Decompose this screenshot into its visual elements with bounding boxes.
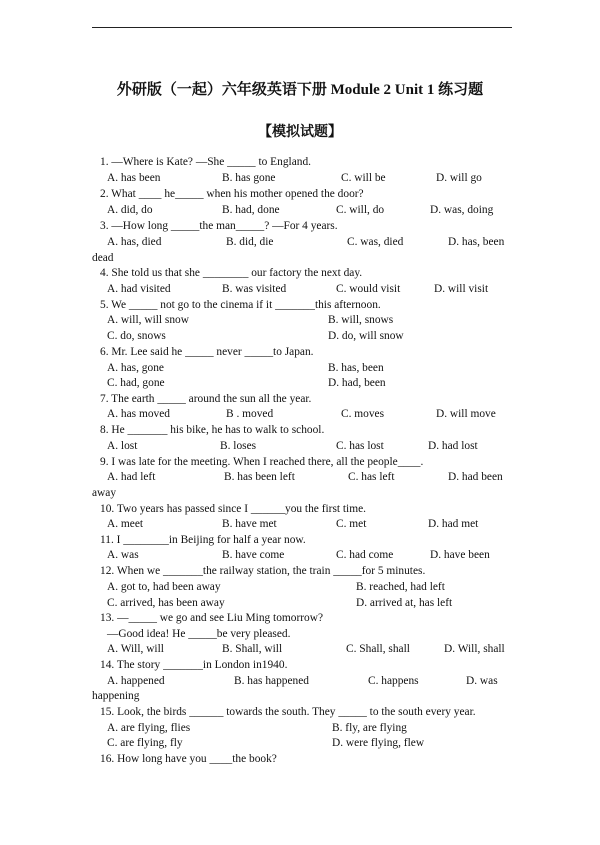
option-b: B. has gone xyxy=(222,172,276,184)
question-stem: 1. —Where is Kate? —She _____ to England. xyxy=(100,156,311,168)
option-b: B. will, snows xyxy=(328,314,394,326)
option-a: A. has, died xyxy=(107,236,162,248)
option-d: D. was, doing xyxy=(430,204,494,216)
option-wrap: away xyxy=(92,487,117,499)
question-stem: 11. I ________in Beijing for half a year now. xyxy=(100,534,306,546)
option-c: C. has left xyxy=(348,471,395,483)
option-d: D. will go xyxy=(436,172,482,184)
question-stem: 8. He _______ his bike, he has to walk to school. xyxy=(100,424,325,436)
option-b: B. fly, are flying xyxy=(332,722,407,734)
option-c: C. had come xyxy=(336,549,394,561)
option-a: A. had visited xyxy=(107,283,171,295)
option-a: A. are flying, flies xyxy=(107,722,191,734)
option-b: B. Shall, will xyxy=(222,643,283,655)
option-d: D. has, been xyxy=(448,236,505,248)
option-b: B. was visited xyxy=(222,283,287,295)
option-a: A. has, gone xyxy=(107,362,164,374)
option-c: C. had, gone xyxy=(107,377,165,389)
option-c: C. do, snows xyxy=(107,330,166,342)
question-stem: 10. Two years has passed since I ______you the first time. xyxy=(100,503,366,515)
option-c: C. are flying, fly xyxy=(107,737,183,749)
option-d: D. arrived at, has left xyxy=(356,597,453,609)
option-b: B. has been left xyxy=(224,471,295,483)
option-d: D. Will, shall xyxy=(444,643,505,655)
option-a: A. got to, had been away xyxy=(107,581,221,593)
option-a: A. has been xyxy=(107,172,161,184)
question-stem: 6. Mr. Lee said he _____ never _____to Japan. xyxy=(100,346,314,358)
question-stem-continued: —Good idea! He _____be very pleased. xyxy=(107,628,291,640)
option-d: D. was xyxy=(466,675,498,687)
question-stem: 15. Look, the birds ______ towards the south. They _____ to the south every year. xyxy=(100,706,476,718)
option-b: B. have come xyxy=(222,549,285,561)
option-b: B. has, been xyxy=(328,362,384,374)
option-d: D. have been xyxy=(430,549,490,561)
option-a: A. Will, will xyxy=(107,643,164,655)
option-wrap: happening xyxy=(92,690,140,702)
option-a: A. happened xyxy=(107,675,165,687)
option-c: C. moves xyxy=(341,408,385,420)
option-a: A. had left xyxy=(107,471,156,483)
option-b: B. reached, had left xyxy=(356,581,445,593)
option-b: B. has happened xyxy=(234,675,309,687)
option-a: A. was xyxy=(107,549,139,561)
option-c: C. will be xyxy=(341,172,386,184)
option-c: C. arrived, has been away xyxy=(107,597,225,609)
question-stem: 4. She told us that she ________ our factory the next day. xyxy=(100,267,363,279)
option-b: B. had, done xyxy=(222,204,280,216)
option-a: A. did, do xyxy=(107,204,153,216)
question-stem: 5. We _____ not go to the cinema if it _______this afternoon. xyxy=(100,299,381,311)
section-heading: 【模拟试题】 xyxy=(258,125,342,140)
option-c: C. was, died xyxy=(347,236,404,248)
question-stem: 9. I was late for the meeting. When I reached there, all the people____. xyxy=(100,456,424,468)
option-a: A. will, will snow xyxy=(107,314,189,326)
option-b: B . moved xyxy=(226,408,274,420)
document-title: 外研版（一起）六年级英语下册 Module 2 Unit 1 练习题 xyxy=(116,82,484,98)
option-a: A. meet xyxy=(107,518,144,530)
option-d: D. were flying, flew xyxy=(332,737,425,749)
option-d: D. had been xyxy=(448,471,503,483)
option-a: A. lost xyxy=(107,440,138,452)
question-stem: 7. The earth _____ around the sun all the year. xyxy=(100,393,312,405)
option-c: C. will, do xyxy=(336,204,385,216)
option-b: B. loses xyxy=(220,440,257,452)
option-b: B. have met xyxy=(222,518,277,530)
option-c: C. Shall, shall xyxy=(346,643,410,655)
option-a: A. has moved xyxy=(107,408,170,420)
question-stem: 12. When we _______the railway station, the train _____for 5 minutes. xyxy=(100,565,426,577)
option-d: D. had, been xyxy=(328,377,386,389)
option-d: D. had lost xyxy=(428,440,478,452)
option-wrap: dead xyxy=(92,252,114,264)
option-d: D. had met xyxy=(428,518,479,530)
option-c: C. met xyxy=(336,518,367,530)
option-d: D. do, will snow xyxy=(328,330,404,342)
question-stem: 2. What ____ he_____ when his mother opened the door? xyxy=(100,188,364,200)
question-stem: 3. —How long _____the man_____? —For 4 years. xyxy=(100,220,338,232)
header-rule xyxy=(92,27,512,28)
option-c: C. has lost xyxy=(336,440,384,452)
question-stem: 16. How long have you ____the book? xyxy=(100,753,277,765)
option-d: D. will visit xyxy=(434,283,489,295)
question-stem: 13. —_____ we go and see Liu Ming tomorrow? xyxy=(100,612,324,624)
question-stem: 14. The story _______in London in1940. xyxy=(100,659,288,671)
option-c: C. happens xyxy=(368,675,419,687)
option-b: B. did, die xyxy=(226,236,274,248)
option-d: D. will move xyxy=(436,408,496,420)
option-c: C. would visit xyxy=(336,283,401,295)
